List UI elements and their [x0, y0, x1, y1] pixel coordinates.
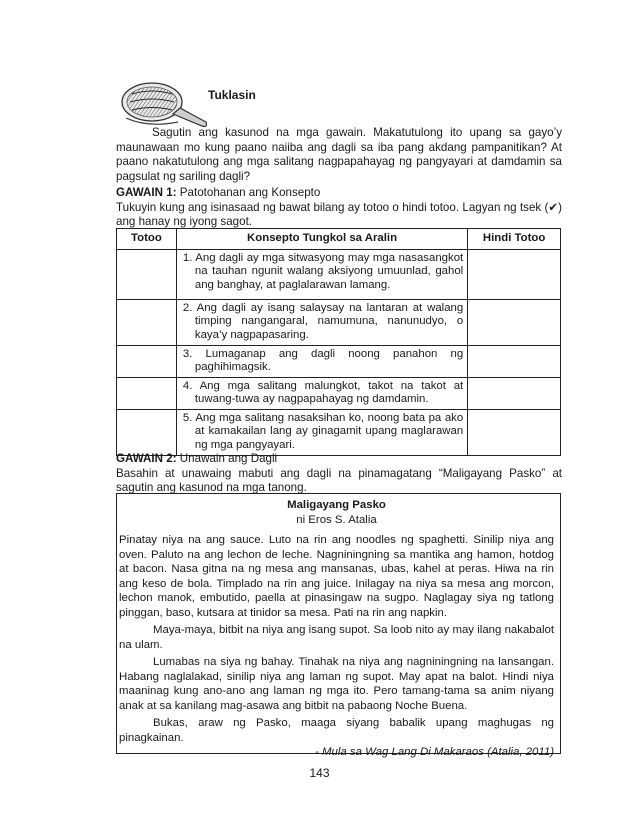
header-konsepto: Konsepto Tungkol sa Aralin — [176, 229, 467, 250]
intro-text: Sagutin ang kasunod na mga gawain. Makatutulong ito upang sa gayo’y maunawaan mo kung paano naiiba ang dagli sa iba pang akdang pampanitikan? At paano nakatutulong ang mga salitang nagpapahayag ng pangyayari at damdamin sa pagsulat ng sariling dagli? — [116, 126, 562, 183]
section-title: Tuklasin — [208, 88, 256, 102]
concept-item: 4. Ang mga salitang malungkot, takot na takot at tuwang-tuwa ay nagpapahayag ng damdamin. — [176, 378, 467, 410]
totoo-answer-cell[interactable] — [117, 300, 177, 346]
magnifier-reading-icon — [118, 78, 214, 130]
header-hindi-totoo: Hindi Totoo — [468, 229, 561, 250]
table-row — [117, 300, 561, 346]
hindi-totoo-answer-cell[interactable] — [468, 300, 561, 346]
story-title: Maligayang Pasko — [287, 499, 386, 511]
table-row — [117, 346, 561, 378]
gawain1-label: GAWAIN 1: — [116, 186, 177, 199]
totoo-answer-cell[interactable] — [117, 410, 177, 456]
hindi-totoo-answer-cell[interactable] — [468, 410, 561, 456]
gawain2-title: Unawain ang Dagli — [179, 452, 278, 465]
hindi-totoo-answer-cell[interactable] — [468, 378, 561, 410]
gawain1-instruction: Tukuyin kung ang isinasaad ng bawat bilang ay totoo o hindi totoo. Lagyan ng tsek (✔) ang hanay ng iyong sagot. — [116, 200, 562, 229]
table-row — [117, 250, 561, 300]
gawain1-heading — [116, 186, 562, 201]
table-header-row — [117, 229, 561, 250]
gawain2-label: GAWAIN 2: — [116, 452, 177, 465]
story-paragraph: Maya-maya, bitbit na niya ang isang supot. Sa loob nito ay may ilang nakabalot na ulam. — [119, 624, 554, 651]
story-paragraph: Bukas, araw ng Pasko, maaga siyang babalik upang maghugas ng pinagkainan. — [119, 717, 554, 744]
table-row — [117, 378, 561, 410]
gawain2-heading — [116, 452, 562, 467]
table-row — [117, 410, 561, 456]
story-box — [116, 493, 561, 758]
totoo-answer-cell[interactable] — [117, 250, 177, 300]
gawain1-title: Patotohanan ang Konsepto — [179, 186, 321, 199]
hindi-totoo-answer-cell[interactable] — [468, 346, 561, 378]
concept-table — [116, 228, 561, 456]
story-paragraph: Lumabas na siya ng bahay. Tinahak na niya ang nagniningning na lansangan. Habang naglalakad, sinilip niya ang laman ng supot. May apat na balot. Hindi niya maaninag kung ano-ano ang laman ng mga ito. Pero tamang-tama sa anim niyang anak at sa kanilang mag-asawa ang bitbit na pabaong Noche Buena. — [119, 656, 554, 712]
gawain2-section — [116, 452, 562, 496]
story-source: - Mula sa Wag Lang Di Makaraos (Atalia, 2011) — [315, 746, 554, 758]
hindi-totoo-answer-cell[interactable] — [468, 250, 561, 300]
concept-item: 2. Ang dagli ay isang salaysay na lantaran at walang timping nangangaral, namumuna, nanunudyo, o kaya’y nagpapasaring. — [176, 300, 467, 346]
totoo-answer-cell[interactable] — [117, 346, 177, 378]
page-number: 143 — [309, 766, 330, 780]
gawain1-section — [116, 186, 562, 230]
intro-paragraph — [116, 126, 562, 184]
concept-item: 3. Lumaganap ang dagli noong panahon ng paghihimagsik. — [176, 346, 467, 378]
concept-item: 1. Ang dagli ay mga sitwasyong may mga nasasangkot na tauhan ngunit walang aksiyong umuunlad, gahol ang banghay, at paglalarawan lamang. — [176, 250, 467, 300]
concept-item: 5. Ang mga salitang nasaksihan ko, noong bata pa ako at kamakailan lang ay ginagamit upang maglarawan ng mga pangyayari. — [176, 410, 467, 456]
totoo-answer-cell[interactable] — [117, 378, 177, 410]
gawain2-instruction: Basahin at unawaing mabuti ang dagli na pinamagatang “Maligayang Pasko” at sagutin ang kasunod na mga tanong. — [116, 466, 562, 495]
story-paragraph: Pinatay niya na ang sauce. Luto na rin ang noodles ng spaghetti. Sinilip niya ang oven. Paluto na ang lechon de leche. Nagniningning sa mantika ang hamon, hotdog at bacon. Nasa gitna na ng mesa ang mansanas, ubas, kahel at peras. Hiwa na rin ang keso de bola. Timplado na rin ang juice. Inilagay na niya sa mesa ang morcon, lechon manok, embutido, paella at pinasingaw na sugpo. Naglagay siya ng tatlong pinggan, baso, kutsara at tinidor sa mesa. Pati na rin ang napkin. — [119, 534, 554, 619]
story-author: ni Eros S. Atalia — [296, 513, 377, 526]
header-totoo: Totoo — [117, 229, 177, 250]
